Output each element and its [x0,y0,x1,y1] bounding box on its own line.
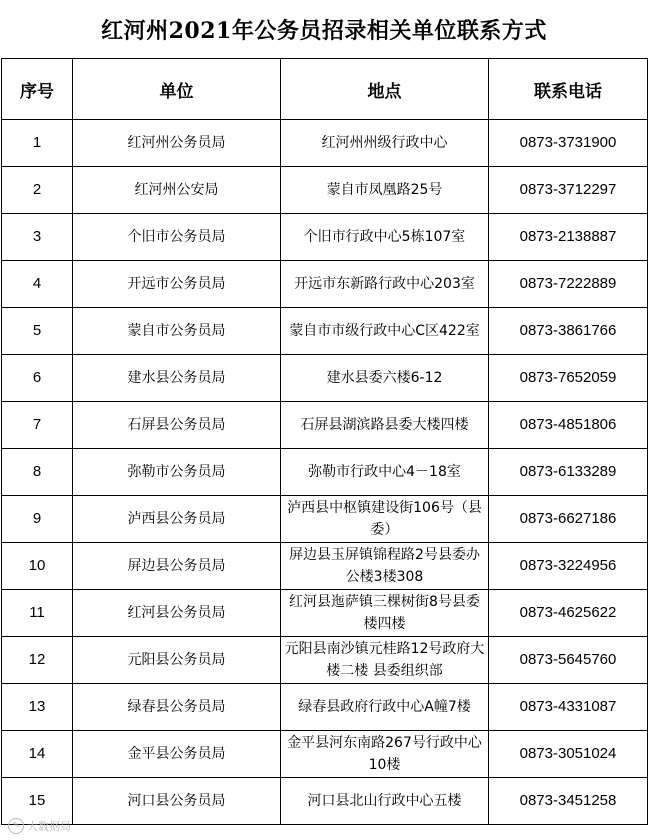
cell-seq: 6 [2,355,73,402]
cell-location: 屏边县玉屏镇锦程路2号县委办公楼3楼308 [281,543,489,590]
cell-seq: 5 [2,308,73,355]
cell-unit: 绿春县公务员局 [73,684,281,731]
table-row [2,496,648,543]
table-row [2,261,648,308]
cell-unit: 河口县公务员局 [73,778,281,825]
table-row [2,214,648,261]
cell-seq: 11 [2,590,73,637]
cell-seq: 13 [2,684,73,731]
cell-location: 元阳县南沙镇元桂路12号政府大楼二楼 县委组织部 [281,637,489,684]
cell-unit: 开远市公务员局 [73,261,281,308]
cell-location: 泸西县中枢镇建设街106号（县委） [281,496,489,543]
cell-phone: 0873-5645760 [489,637,648,684]
cell-phone: 0873-3731900 [489,120,648,167]
cell-unit: 个旧市公务员局 [73,214,281,261]
cell-location: 弥勒市行政中心4－18室 [281,449,489,496]
cell-seq: 1 [2,120,73,167]
cell-location: 河口县北山行政中心五楼 [281,778,489,825]
cell-location: 红河州州级行政中心 [281,120,489,167]
header-location: 地点 [281,59,489,120]
cell-phone: 0873-4625622 [489,590,648,637]
cell-seq: 14 [2,731,73,778]
table-row [2,543,648,590]
cell-phone: 0873-3224956 [489,543,648,590]
cell-phone: 0873-4331087 [489,684,648,731]
watermark-text: 大数据局 [27,820,71,833]
cell-seq: 4 [2,261,73,308]
cell-phone: 0873-7652059 [489,355,648,402]
cell-unit: 红河州公安局 [73,167,281,214]
contact-table [1,58,648,825]
cell-unit: 金平县公务员局 [73,731,281,778]
cell-unit: 蒙自市公务员局 [73,308,281,355]
table-row [2,402,648,449]
table-row [2,449,648,496]
table-row [2,308,648,355]
cell-location: 蒙自市凤凰路25号 [281,167,489,214]
table-row [2,778,648,825]
cell-phone: 0873-6627186 [489,496,648,543]
cell-unit: 泸西县公务员局 [73,496,281,543]
cell-seq: 3 [2,214,73,261]
header-unit: 单位 [73,59,281,120]
cell-location: 红河县迤萨镇三棵树街8号县委楼四楼 [281,590,489,637]
cell-phone: 0873-2138887 [489,214,648,261]
cell-unit: 元阳县公务员局 [73,637,281,684]
cell-unit: 弥勒市公务员局 [73,449,281,496]
cell-phone: 0873-3712297 [489,167,648,214]
cell-location: 石屏县湖滨路县委大楼四楼 [281,402,489,449]
watermark [8,818,71,834]
cell-location: 绿春县政府行政中心A幢7楼 [281,684,489,731]
cell-seq: 7 [2,402,73,449]
cell-location: 开远市东新路行政中心203室 [281,261,489,308]
cell-location: 金平县河东南路267号行政中心10楼 [281,731,489,778]
page-title: 红河州2021年公务员招录相关单位联系方式 [101,17,547,44]
cell-location: 个旧市行政中心5栋107室 [281,214,489,261]
cell-unit: 石屏县公务员局 [73,402,281,449]
header-seq: 序号 [2,59,73,120]
cell-unit: 红河县公务员局 [73,590,281,637]
cell-phone: 0873-6133289 [489,449,648,496]
cell-unit: 红河州公务员局 [73,120,281,167]
table-row [2,355,648,402]
cell-seq: 9 [2,496,73,543]
cell-seq: 2 [2,167,73,214]
cell-unit: 建水县公务员局 [73,355,281,402]
table-row [2,637,648,684]
cell-phone: 0873-7222889 [489,261,648,308]
table-row [2,120,648,167]
cell-phone: 0873-3051024 [489,731,648,778]
cell-seq: 15 [2,778,73,825]
table-row [2,731,648,778]
table-row [2,684,648,731]
cell-location: 蒙自市市级行政中心C区422室 [281,308,489,355]
cell-seq: 8 [2,449,73,496]
table-row [2,167,648,214]
table-body [2,120,648,825]
cell-seq: 10 [2,543,73,590]
cell-seq: 12 [2,637,73,684]
table-row [2,590,648,637]
cell-unit: 屏边县公务员局 [73,543,281,590]
cell-phone: 0873-3451258 [489,778,648,825]
cell-phone: 0873-3861766 [489,308,648,355]
watermark-logo-icon: ✎ [8,818,24,834]
header-row [2,59,648,120]
header-phone: 联系电话 [489,59,648,120]
cell-location: 建水县委六楼6-12 [281,355,489,402]
cell-phone: 0873-4851806 [489,402,648,449]
